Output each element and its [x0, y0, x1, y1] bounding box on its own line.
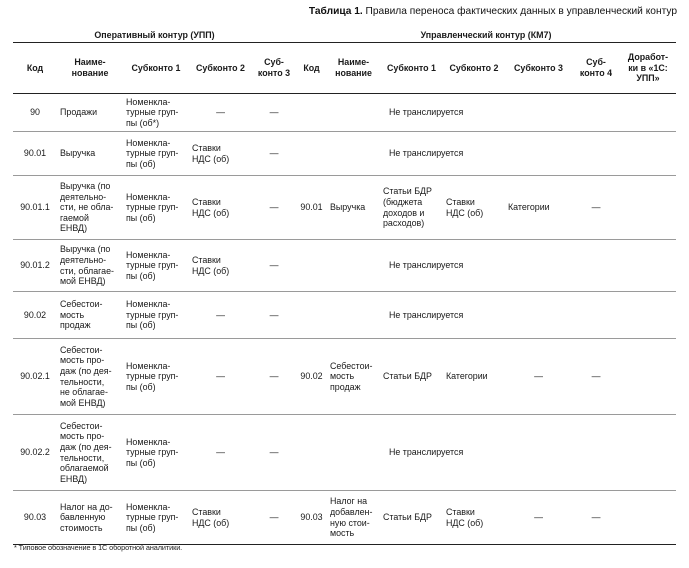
col-mgmt-subconto-1-header: Субконто 1: [380, 43, 443, 94]
col-mgmt-subconto-2-header: Субконто 2: [443, 43, 505, 94]
cell-name: Себестои- мость продаж: [57, 292, 123, 339]
cell-subconto-3: —: [252, 339, 296, 415]
cell-mgmt-subconto-1: Статьи БДР (бюджета доходов и расходов): [380, 176, 443, 240]
cell-mgmt-code: 90.03: [296, 491, 327, 545]
cell-subconto-1: Номенкла- турные груп- пы (об): [123, 292, 189, 339]
cell-mgmt-subconto-3: —: [505, 339, 572, 415]
cell-subconto-3: —: [252, 94, 296, 132]
cell-name: Продажи: [57, 94, 123, 132]
col-upp-modifications-header: Доработ- ки в «1С: УПП»: [620, 43, 676, 94]
cell-subconto-1: Номенкла- турные груп- пы (об): [123, 132, 189, 176]
cell-upp-modifications: [620, 339, 676, 415]
table-row: [13, 176, 676, 240]
col-subconto-1-header: Субконто 1: [123, 43, 189, 94]
table-row: [13, 415, 676, 491]
cell-mgmt-subconto-3: Категории: [505, 176, 572, 240]
table-row: [13, 132, 676, 176]
table-row: [13, 491, 676, 545]
cell-mgmt-subconto-1: Статьи БДР: [380, 339, 443, 415]
cell-mgmt-subconto-2: Ставки НДС (об): [443, 491, 505, 545]
cell-mgmt-code: 90.01: [296, 176, 327, 240]
table-row: [13, 240, 676, 292]
col-mgmt-code-header: Код: [296, 43, 327, 94]
cell-code: 90.03: [13, 491, 57, 545]
cell-not-transferred: Не транслируется: [296, 240, 676, 292]
cell-code: 90.01: [13, 132, 57, 176]
cell-subconto-1: Номенкла- турные груп- пы (об): [123, 415, 189, 491]
cell-not-transferred: Не транслируется: [296, 94, 676, 132]
cell-mgmt-subconto-4: —: [572, 339, 620, 415]
cell-subconto-1: Номенкла- турные груп- пы (об): [123, 176, 189, 240]
cell-subconto-2: —: [189, 415, 252, 491]
cell-name: Выручка: [57, 132, 123, 176]
table-row: [13, 94, 676, 132]
cell-subconto-1: Номенкла- турные груп- пы (об*): [123, 94, 189, 132]
cell-mgmt-name: Налог на добавлен- ную стои- мость: [327, 491, 380, 545]
table-footnote: * Типовое обозначение в 1С оборотной аналитики.: [14, 543, 183, 552]
cell-mgmt-code: 90.02: [296, 339, 327, 415]
cell-subconto-2: —: [189, 339, 252, 415]
table-row: [13, 292, 676, 339]
cell-subconto-1: Номенкла- турные груп- пы (об): [123, 339, 189, 415]
cell-not-transferred: Не транслируется: [296, 132, 676, 176]
cell-subconto-3: —: [252, 491, 296, 545]
cell-name: Выручка (по деятельно- сти, не обла- гаемой ЕНВД): [57, 176, 123, 240]
col-mgmt-subconto-4-header: Суб- конто 4: [572, 43, 620, 94]
cell-subconto-3: —: [252, 240, 296, 292]
cell-subconto-2: Ставки НДС (об): [189, 132, 252, 176]
cell-subconto-3: —: [252, 292, 296, 339]
table-caption-number: Таблица 1.: [308, 6, 363, 17]
table-caption-text: Правила переноса фактических данных в управленческий контур: [362, 6, 677, 17]
cell-mgmt-subconto-4: —: [572, 176, 620, 240]
cell-mgmt-name: Себестои- мость продаж: [327, 339, 380, 415]
cell-code: 90: [13, 94, 57, 132]
table-caption: [309, 6, 677, 17]
cell-code: 90.01.2: [13, 240, 57, 292]
cell-mgmt-subconto-3: —: [505, 491, 572, 545]
col-subconto-3-header: Суб- конто 3: [252, 43, 296, 94]
cell-subconto-1: Номенкла- турные груп- пы (об): [123, 491, 189, 545]
cell-mgmt-subconto-2: Ставки НДС (об): [443, 176, 505, 240]
cell-name: Себестои- мость про- даж (по дея- тельности, не облагае- мой ЕНВД): [57, 339, 123, 415]
cell-subconto-3: —: [252, 132, 296, 176]
cell-mgmt-subconto-2: Категории: [443, 339, 505, 415]
cell-subconto-3: —: [252, 415, 296, 491]
col-code-header: Код: [13, 43, 57, 94]
cell-subconto-2: —: [189, 292, 252, 339]
group-header-operational: Оперативный контур (УПП): [13, 28, 296, 43]
cell-subconto-2: Ставки НДС (об): [189, 176, 252, 240]
cell-code: 90.02: [13, 292, 57, 339]
cell-subconto-2: —: [189, 94, 252, 132]
cell-name: Выручка (по деятельно- сти, облагае- мой ЕНВД): [57, 240, 123, 292]
cell-code: 90.01.1: [13, 176, 57, 240]
table-row: [13, 339, 676, 415]
cell-mgmt-subconto-1: Статьи БДР: [380, 491, 443, 545]
cell-not-transferred: Не транслируется: [296, 415, 676, 491]
cell-mgmt-subconto-4: —: [572, 491, 620, 545]
col-subconto-2-header: Субконто 2: [189, 43, 252, 94]
cell-subconto-3: —: [252, 176, 296, 240]
account-mapping-table: [13, 28, 676, 545]
cell-mgmt-name: Выручка: [327, 176, 380, 240]
col-mgmt-name-header: Наиме- нование: [327, 43, 380, 94]
cell-code: 90.02.1: [13, 339, 57, 415]
col-mgmt-subconto-3-header: Субконто 3: [505, 43, 572, 94]
cell-upp-modifications: [620, 491, 676, 545]
cell-name: Налог на до- бавленную стоимость: [57, 491, 123, 545]
cell-subconto-2: Ставки НДС (об): [189, 491, 252, 545]
cell-not-transferred: Не транслируется: [296, 292, 676, 339]
col-name-header: Наиме- нование: [57, 43, 123, 94]
cell-subconto-1: Номенкла- турные груп- пы (об): [123, 240, 189, 292]
group-header-management: Управленческий контур (КМ7): [296, 28, 676, 43]
cell-code: 90.02.2: [13, 415, 57, 491]
cell-upp-modifications: [620, 176, 676, 240]
cell-name: Себестои- мость про- даж (по дея- тельности, облагаемой ЕНВД): [57, 415, 123, 491]
cell-subconto-2: Ставки НДС (об): [189, 240, 252, 292]
